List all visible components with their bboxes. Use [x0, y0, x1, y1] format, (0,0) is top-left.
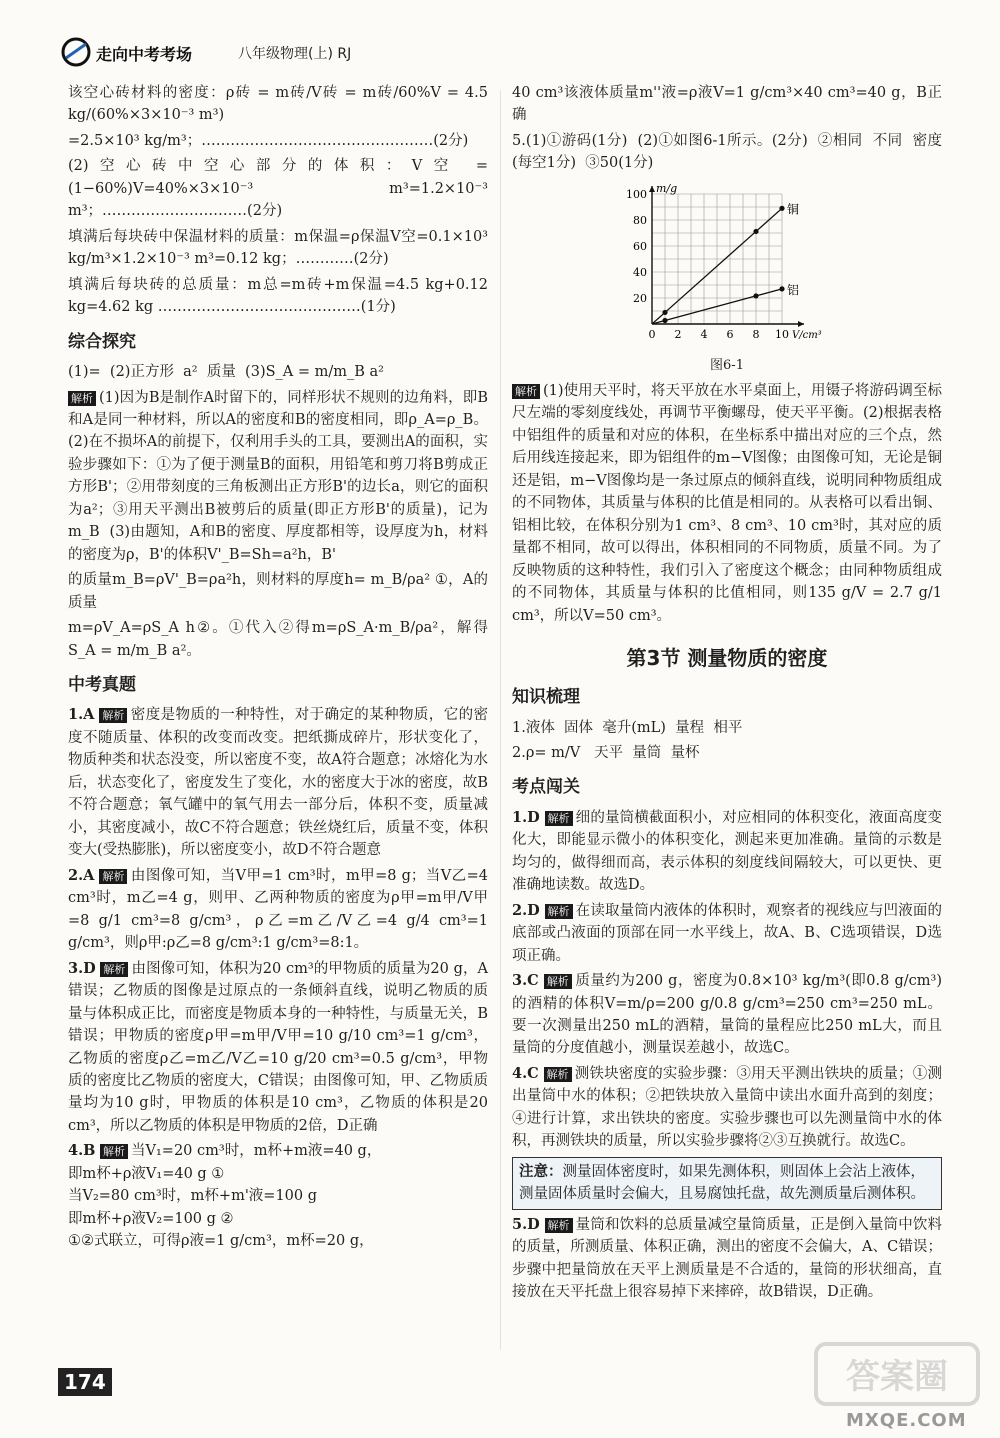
analysis-tag: 解析: [544, 974, 572, 989]
brand-logo-icon: [60, 36, 94, 68]
point-item: [512, 1214, 942, 1304]
point-item: [512, 1063, 942, 1153]
item-text: 细的量筒横截面积小，对应相同的体积变化，液面高度变化大，即能显示微小的体积变化，测起来更加准确。量筒的示数是均匀的，做得细而高，表示体积的刻度线间隔较大，可以更快、更准确地读数。故选D。: [512, 809, 943, 894]
analysis-tag: 解析: [68, 391, 96, 406]
item-text: 密度是物质的一种特性，对于确定的某种物质，它的密度不随质量、体积的改变而改变。把纸撕成碎片，形状变化了，物质种类和状态没变，所以密度不变，故A符合题意；冰熔化为水后，状态变化了，密度发生了变化，水的密度大于冰的密度，故B不符合题意；氧气罐中的氧气用去一部分后，体积不变，质量减小，其密度减小，故C不符合题意；铁丝烧红后，质量不变，体积变大(受热膨胀)，所以密度变小，故D不符合题意: [68, 707, 489, 859]
explore-analysis-text: (1)因为B是制作A时留下的，同样形状不规则的边角料，即B和A是同一种材料，所以A的密度和B的密度相同，即ρ_A=ρ_B。(2)在不损坏A的前提下，仅利用手头的工具，要测出A的面积，实验步骤如下：①为了便于测量B的面积，用铅笔和剪刀将B剪成正方形B'；②用带刻度的三角板测出正方形B'的边长a，则它的面积为a²；③用天平测出B被剪后的质量(即正方形B'的质量)，记为m_B (3)由题知，A和B的密度、厚度都相等，设厚度为h，材料的密度为ρ，B'的体积V'_B=Sh=a²h，B': [68, 389, 488, 563]
column-divider: [500, 90, 501, 1350]
analysis-tag: 解析: [512, 384, 540, 399]
analysis-tag: 解析: [99, 869, 127, 884]
data-point: [779, 206, 784, 211]
watermark-glyph: 答案圈: [846, 1357, 948, 1397]
brand-name: 走向中考考场: [96, 45, 193, 64]
point-item: [512, 807, 942, 897]
item-text: 质量约为200 g，密度为0.8×10³ kg/m³(即0.8 g/cm³)的酒精的体积V=m/ρ=200 g/0.8 g/cm³=250 cm³=250 mL。要一次测量出250 mL的酒精，量筒的量程应比250 mL大，而且量筒的分度值越小，测量误差越小，故选C。: [512, 973, 943, 1057]
section-heading-exam: 中考真题: [68, 675, 136, 696]
analysis-tag: 解析: [545, 811, 573, 826]
section-heading-explore: 综合探究: [68, 331, 136, 352]
solution-line: 填满后每块砖的总质量：m总=m砖+m保温=4.5 kg+0.12 kg=4.62 kg ……………………………………(1分): [68, 276, 493, 316]
note-box: [512, 1157, 942, 1210]
left-column: [68, 82, 493, 1256]
explore-answer: (1)= (2)正方形 a² 质量 (3)S_A = m/m_B a²: [68, 364, 384, 381]
item-text: 在读取量筒内液体的体积时，观察者的视线应与凹液面的底部或凸液面的顶部在同一水平线上，故A、B、C选项错误，D选项正确。: [512, 902, 943, 964]
item-text: 测铁块密度的实验步骤：③用天平测出铁块的质量；①测出量筒中水的体积；②把铁块放入量筒中读出水面升高到的刻度；④进行计算，求出铁块的密度。实验步骤也可以先测量筒中水的体积，再测铁块的质量，所以实验步骤将②③互换就行。故选C。: [512, 1065, 943, 1150]
exam-item: [68, 1140, 488, 1252]
y-tick-label: 100: [626, 187, 647, 201]
solution-line: =2.5×10³ kg/m³；…………………………………………(2分): [68, 132, 469, 149]
item-text: 量筒和饮料的总质量减空量筒质量，正是倒入量筒中饮料的质量，所测质量、体积正确，测出的密度不会偏大，A、C错误；步骤中把量筒放在天平上测质量是不合适的，量筒的形状细高，直接放在天平托盘上很容易掉下来摔碎，故B错误，D正确。: [512, 1216, 943, 1301]
figure-caption: 图6-1: [710, 357, 744, 373]
analysis-text: (1)使用天平时，将天平放在水平桌面上，用镊子将游码调至标尺左端的零刻度线处，再调节平衡螺母，使天平平衡。(2)根据表格中铝组件的质量和对应的体积，在坐标系中描出对应的三个点，然后用线连接起来，即为铝组件的m−V图像；由图像可知，无论是铜还是铝，m−V图像均是一条过原点的倾斜直线，说明同种物质组成的不同物体，其质量与体积的比值是相同的。从表格可以看出铜、铝相比较，在体积分别为1 cm³、8 cm³、10 cm³时，其对应的质量都不相同，故可以得出，体积相同的不同物质，质量不同。为了反映物质的这种特性，我们引入了密度这个概念；由同种物质组成的不同物体，其质量与体积的比值相同，则135 g/V = 2.7 g/1 cm³，所以V=50 cm³。: [512, 383, 947, 624]
x-tick-label: 4: [700, 327, 708, 341]
data-point: [753, 229, 758, 234]
data-point: [779, 286, 784, 291]
page-number: 174: [58, 1368, 112, 1396]
item-number: 5.D: [512, 1215, 540, 1233]
item-text: 当V₁=20 cm³时，m杯+m液=40 g， 即m杯+ρ液V₁=40 g ① 当V₂=80 cm³时，m杯+m'液=100 g 即m杯+ρ液V₂=100 g ② ①②式联立，可得ρ液=1 g/cm³，m杯=20 g，: [68, 1143, 382, 1250]
explore-line: 的质量m_B=ρV'_B=ρa²h，则材料的厚度h= m_B/ρa² ①，A的质量: [68, 572, 488, 611]
answer-line: 40 cm³该液体质量m''液=ρ液V=1 g/cm³×40 cm³=40 g，B正确: [512, 85, 942, 124]
analysis-tag: 解析: [100, 1144, 128, 1159]
data-point: [662, 310, 667, 315]
y-tick-label: 60: [633, 239, 647, 253]
data-point: [662, 318, 667, 323]
series-label: 铝: [787, 282, 800, 297]
exam-item: [68, 704, 488, 861]
figure-analysis: [512, 380, 947, 627]
item-text: 由图像可知，体积为20 cm³的甲物质的质量为20 g，A错误；乙物质的图像是过原点的一条倾斜直线，说明乙物质的质量与体积成正比，而密度是物质本身的一种特性，与质量无关，B错误；甲物质的密度ρ甲=m甲/V甲=10 g/10 cm³=1 g/cm³，乙物质的密度ρ乙=m乙/V乙=10 g/20 cm³=0.5 g/cm³，甲物质的密度比乙物质的密度大，C错误；由图像可知，甲、乙物质质量均为10 g时，甲物质的体积是10 cm³，乙物质的体积是20 cm³，所以乙物质的体积是甲物质的2倍，D正确: [68, 960, 493, 1134]
item-number: 3.C: [512, 972, 539, 990]
point-item: [512, 900, 942, 967]
explore-line: m=ρV_A=ρS_A h②。①代入②得m=ρS_A·m_B/ρa²，解得S_A = m/m_B a²。: [68, 620, 488, 659]
watermark-text: MXQE.COM: [846, 1410, 967, 1431]
point-item: [512, 970, 942, 1060]
book-subtitle: 八年级物理(上) RJ: [238, 46, 352, 62]
item-number: 1.D: [512, 808, 540, 826]
section-heading-points: 考点闯关: [512, 777, 580, 798]
x-tick-label: 10: [775, 327, 789, 341]
exam-item: [68, 958, 493, 1138]
y-tick-label: 80: [633, 213, 647, 227]
x-tick-label: 2: [674, 327, 682, 341]
solution-line: 填满后每块砖中保温材料的质量：m保温=ρ保温V空=0.1×10³ kg/m³×1.2×10⁻³ m³=0.12 kg；…………(2分): [68, 228, 493, 268]
y-tick-label: 40: [633, 265, 647, 279]
section-heading-knowledge: 知识梳理: [512, 687, 580, 708]
solution-line: (2)空心砖中空心部分的体积：V空 = (1−60%)V=40%×3×10⁻³ m³=1.2×10⁻³ m³；…………………………(2分): [68, 158, 493, 220]
knowledge-line: 2.ρ= m/V 天平 量筒 量杯: [512, 744, 700, 761]
exam-item: [68, 865, 493, 955]
item-text: 由图像可知，当V甲=1 cm³时，m甲=8 g；当V乙=4 cm³时，m乙=4 g，则甲、乙两种物质的密度为ρ甲=m甲/V甲=8 g/1 cm³=8 g/cm³，ρ乙=m乙/V乙=4 g/4 cm³=1 g/cm³，则ρ甲:ρ乙=8 g/cm³:1 g/cm³=8:1。: [68, 867, 493, 952]
knowledge-line: 1.液体 固体 毫升(mL) 量程 相平: [512, 719, 743, 736]
right-column: [512, 82, 947, 1307]
analysis-tag: 解析: [545, 1218, 573, 1233]
item-number: 1.A: [68, 706, 95, 724]
series-label: 铜: [787, 202, 800, 217]
y-axis-arrow: [649, 186, 655, 192]
y-tick-label: 20: [633, 291, 647, 305]
analysis-tag: 解析: [544, 1067, 572, 1082]
page-header: [60, 36, 940, 76]
answer-line: 5.(1)①游码(1分) (2)①如图6-1所示。(2分) ②相同 不同 密度(每空1分) ③50(1分): [512, 132, 942, 172]
item-number: 4.C: [512, 1064, 539, 1082]
note-text: 测量固体密度时，如果先测体积，则固体上会沾上液体，测量固体质量时会偏大，且易腐蚀托盘，故先测质量后测体积。: [519, 1163, 925, 1203]
item-number: 3.D: [68, 959, 96, 977]
item-number: 2.D: [512, 901, 540, 919]
y-axis-label: m/g: [656, 181, 678, 195]
x-axis-arrow: [798, 321, 804, 327]
x-tick-label: 0: [648, 327, 656, 341]
x-axis-label: V/cm³: [792, 329, 822, 341]
analysis-tag: 解析: [100, 962, 128, 977]
note-label: 注意：: [519, 1163, 563, 1180]
analysis-tag: 解析: [545, 904, 573, 919]
solution-line: 该空心砖材料的密度：ρ砖 = m砖/V砖 = m砖/60%V = 4.5 kg/(60%×3×10⁻³ m³): [68, 85, 493, 124]
analysis-tag: 解析: [99, 708, 127, 723]
explore-analysis: [68, 387, 488, 567]
item-number: 2.A: [68, 866, 95, 884]
data-point: [753, 293, 758, 298]
item-number: 4.B: [68, 1142, 96, 1160]
chapter-title: 第3节 测量物质的密度: [626, 646, 828, 671]
x-tick-label: 6: [726, 327, 734, 341]
mass-volume-chart: [612, 178, 842, 356]
x-tick-label: 8: [752, 327, 760, 341]
